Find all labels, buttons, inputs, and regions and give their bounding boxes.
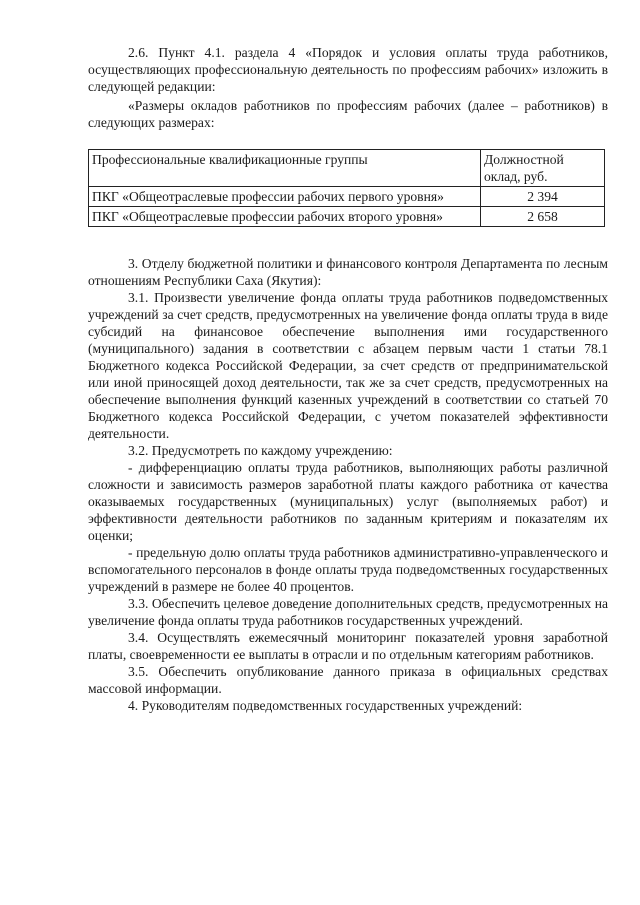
paragraph-3-3: 3.3. Обеспечить целевое доведение дополнительных средств, предусмотренных на увеличение фонда оплаты труда работников государственных учреждений. <box>88 596 608 628</box>
table-header-row <box>89 150 605 187</box>
table-cell-group: ПКГ «Общеотраслевые профессии рабочих первого уровня» <box>89 187 481 207</box>
table-cell-salary: 2 658 <box>481 207 605 227</box>
paragraph-3-2: 3.2. Предусмотреть по каждому учреждению: <box>128 443 393 458</box>
bullet-admin-share: - предельную долю оплаты труда работников административно-управленческого и вспомогательного персоналов в фонде оплаты труда подведомственных государственных учреждений в размере не более 40 процентов. <box>88 545 608 594</box>
paragraph-salary-intro: «Размеры окладов работников по профессиям рабочих (далее – работников) в следующих размерах: <box>88 98 608 130</box>
document-page <box>88 0 608 714</box>
table-row <box>89 207 605 227</box>
paragraph-3: 3. Отделу бюджетной политики и финансового контроля Департамента по лесным отношениям Республики Саха (Якутия): <box>88 256 608 288</box>
paragraph-3-5: 3.5. Обеспечить опубликование данного приказа в официальных средствах массовой информации. <box>88 664 608 696</box>
paragraph-3-4: 3.4. Осуществлять ежемесячный мониторинг показателей уровня заработной платы, своевременности ее выплаты в отрасли и по отдельным категориям работников. <box>88 630 608 662</box>
paragraph-3-1: 3.1. Произвести увеличение фонда оплаты труда работников подведомственных учреждений за счет средств, предусмотренных на увеличение фонда оплаты труда в виде субсидий на финансовое обеспечение выполнения ими государственного (муниципального) задания в соответствии с абзацем первым части 1 статьи 78.1 Бюджетного кодекса Российской Федерации, за счет средств от предпринимательской или иной приносящей доход деятельности, так же за счет средств, предусмотренных на обеспечение выполнения функций казенных учреждений в соответствии со статьей 70 Бюджетного кодекса Российской Федерации, с учетом показателей эффективности деятельности. <box>88 290 608 441</box>
paragraph-2-6: 2.6. Пункт 4.1. раздела 4 «Порядок и условия оплаты труда работников, осуществляющих профессиональную деятельность по профессиям рабочих» изложить в следующей редакции: <box>88 45 608 94</box>
table-cell-group: ПКГ «Общеотраслевые профессии рабочих второго уровня» <box>89 207 481 227</box>
paragraph-4: 4. Руководителям подведомственных государственных учреждений: <box>128 698 523 713</box>
table-header-group: Профессиональные квалификационные группы <box>89 150 481 187</box>
bullet-differentiation: - дифференциацию оплаты труда работников, выполняющих работы различной сложности и зависимость размеров заработной платы каждого работника от качества оказываемых государственных (муниципальных) услуг (выполняемых работ) и эффективности деятельности работников по заданным критериям и показателям их оценки; <box>88 460 608 543</box>
table-row <box>89 187 605 207</box>
table-cell-salary: 2 394 <box>481 187 605 207</box>
salary-table <box>88 149 605 227</box>
table-header-salary: Должностной оклад, руб. <box>481 150 605 187</box>
